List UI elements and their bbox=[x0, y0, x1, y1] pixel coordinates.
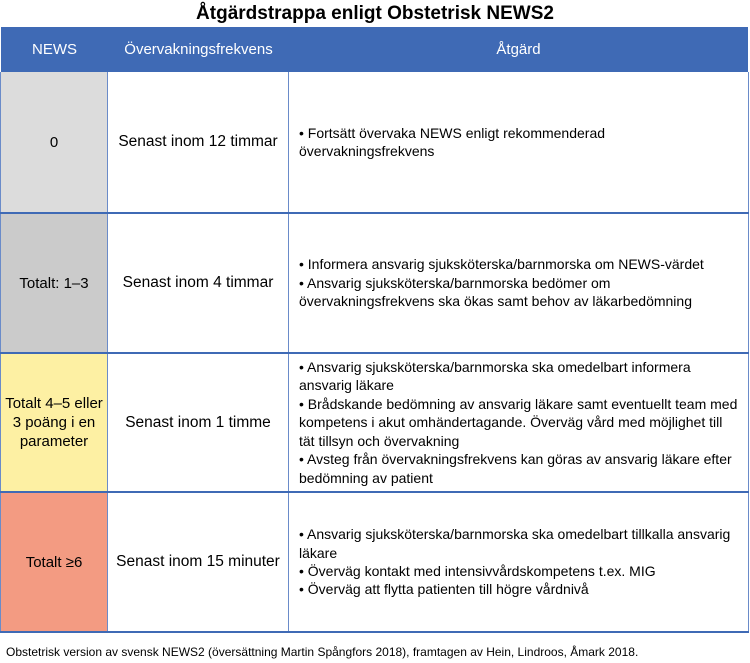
news-score-cell: Totalt: 1–3 bbox=[0, 214, 108, 352]
header-action: Åtgärd bbox=[496, 41, 541, 58]
action-item: • Ansvarig sjuksköterska/barnmorska ska omedelbart informera ansvarig läkare bbox=[299, 359, 691, 394]
action-item: • Fortsätt övervaka NEWS enligt rekommenderad övervakningsfrekvens bbox=[299, 124, 606, 159]
action-item: • Avsteg från övervakningsfrekvens kan göras av ansvarig läkare efter bedömning av patient bbox=[299, 451, 732, 486]
action-item: • Ansvarig sjuksköterska/barnmorska ska omedelbart tillkalla ansvarig läkare bbox=[299, 526, 731, 561]
table-row bbox=[0, 354, 749, 491]
action-cell bbox=[289, 354, 749, 491]
header-news: NEWS bbox=[32, 41, 77, 58]
header-frequency: Övervakningsfrekvens bbox=[124, 41, 273, 58]
action-item: • Överväg att flytta patienten till högre vårdnivå bbox=[299, 581, 589, 598]
action-cell bbox=[289, 493, 749, 631]
table-bottom-border bbox=[0, 631, 749, 633]
frequency-cell: Senast inom 12 timmar bbox=[108, 72, 289, 212]
table-row bbox=[0, 493, 749, 631]
frequency-cell: Senast inom 15 minuter bbox=[108, 493, 289, 631]
action-cell bbox=[289, 214, 749, 352]
frequency-cell: Senast inom 1 timme bbox=[108, 354, 289, 491]
news-score-cell: Totalt 4–5 eller 3 poäng i en parameter bbox=[0, 354, 108, 491]
news-score-cell: Totalt ≥6 bbox=[0, 493, 108, 631]
action-item: • Ansvarig sjuksköterska/barnmorska bedömer om övervakningsfrekvens ska ökas samt behov av läkarbedömning bbox=[299, 274, 692, 310]
action-item: • Informera ansvarig sjuksköterska/barnmorska om NEWS-värdet bbox=[299, 256, 704, 273]
action-item: • Överväg kontakt med intensivvårdskompetens t.ex. MIG bbox=[299, 563, 656, 579]
action-item: • Brådskande bedömning av ansvarig läkare samt eventuellt team med kompetens i akut omhändertagande. Överväg vård med möjlighet till tät tillsyn och övervakning bbox=[299, 395, 738, 449]
action-cell bbox=[289, 72, 749, 212]
page-title: Åtgärdstrappa enligt Obstetrisk NEWS2 bbox=[196, 3, 554, 24]
news-score-cell: 0 bbox=[0, 72, 108, 212]
table-row bbox=[0, 72, 749, 212]
table-row bbox=[0, 214, 749, 352]
footer-citation: Obstetrisk version av svensk NEWS2 (översättning Martin Spångfors 2018), framtagen av Hein, Lindroos, Åmark 2018. bbox=[6, 645, 639, 659]
frequency-cell: Senast inom 4 timmar bbox=[108, 214, 289, 352]
table-header bbox=[1, 27, 748, 72]
